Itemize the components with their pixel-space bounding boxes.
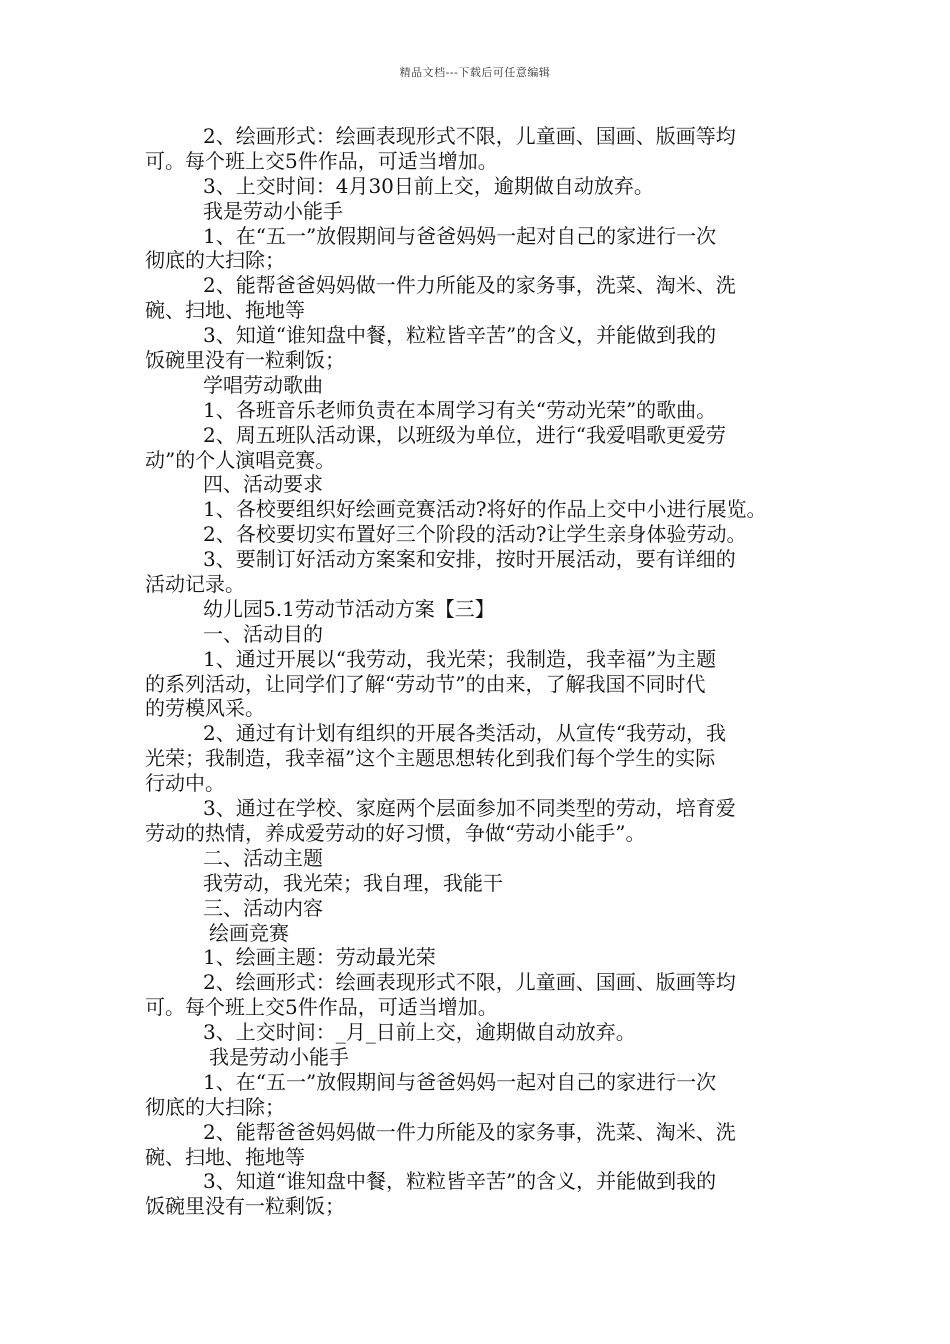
text-line: 1、各班音乐老师负责在本周学习有关“劳动光荣”的歌曲。 xyxy=(203,397,717,422)
text-line: 可。每个班上交5件作品，可适当增加。 xyxy=(145,995,498,1020)
text-line: 动”的个人演唱竞赛。 xyxy=(145,447,336,472)
text-line: 2、绘画形式：绘画表现形式不限，儿童画、国画、版画等均 xyxy=(203,124,736,148)
text-line: 三、活动内容 xyxy=(203,895,323,920)
text-line: 2、通过有计划有组织的开展各类活动，从宣传“我劳动，我 xyxy=(203,721,726,746)
text-line: 2、周五班队活动课，以班级为单位，进行“我爱唱歌更爱劳 xyxy=(203,422,726,447)
text-line: 的劳模风采。 xyxy=(145,696,265,721)
text-line: 3、上交时间：4月30日前上交，逾期做自动放弃。 xyxy=(203,173,654,198)
text-line: 光荣；我制造，我幸福”这个主题思想转化到我们每个学生的实际 xyxy=(145,746,716,771)
text-line: 2、能帮爸爸妈妈做一件力所能及的家务事，洗菜、淘米、洗 xyxy=(203,273,736,298)
text-line: 可。每个班上交5件作品，可适当增加。 xyxy=(145,148,498,173)
text-line: 3、知道“谁知盘中餐，粒粒皆辛苦”的含义，并能做到我的 xyxy=(203,1169,717,1194)
text-line: 我劳动，我光荣；我自理，我能干 xyxy=(203,870,503,895)
document-body xyxy=(145,124,810,1219)
text-line: 二、活动主题 xyxy=(203,845,323,870)
text-line: 2、能帮爸爸妈妈做一件力所能及的家务事，洗菜、淘米、洗 xyxy=(203,1119,736,1144)
text-line: 绘画竞赛 xyxy=(209,920,289,945)
text-line: 3、要制订好活动方案案和安排，按时开展活动，要有详细的 xyxy=(203,547,736,572)
text-line: 幼儿园5.1劳动节活动方案【三】 xyxy=(203,596,495,621)
text-line: 1、通过开展以“我劳动，我光荣；我制造，我幸福”为主题 xyxy=(203,646,717,671)
text-line: 劳动的热情，养成爱劳动的好习惯，争做“劳动小能手”。 xyxy=(145,820,646,845)
text-line: 我是劳动小能手 xyxy=(203,198,343,223)
text-line: 1、在“五一”放假期间与爸爸妈妈一起对自己的家进行一次 xyxy=(203,1069,717,1094)
text-line: 彻底的大扫除； xyxy=(145,1094,285,1119)
text-line: 3、上交时间：_月_日前上交，逾期做自动放弃。 xyxy=(203,1020,636,1045)
text-line: 行动中。 xyxy=(145,771,225,796)
text-line: 碗、扫地、拖地等 xyxy=(145,1144,305,1169)
text-line: 2、各校要切实布置好三个阶段的活动?让学生亲身体验劳动。 xyxy=(203,522,747,547)
text-line: 一、活动目的 xyxy=(203,621,323,646)
text-line: 彻底的大扫除； xyxy=(145,248,285,273)
text-line: 2、绘画形式：绘画表现形式不限，儿童画、国画、版画等均 xyxy=(203,970,736,995)
text-line: 活动记录。 xyxy=(145,572,245,597)
text-line: 学唱劳动歌曲 xyxy=(203,372,323,397)
text-line: 饭碗里没有一粒剩饭； xyxy=(145,1194,345,1219)
text-line: 碗、扫地、拖地等 xyxy=(145,298,305,323)
text-line: 3、通过在学校、家庭两个层面参加不同类型的劳动，培育爱 xyxy=(203,796,736,821)
text-line: 1、绘画主题：劳动最光荣 xyxy=(203,945,436,970)
text-line: 四、活动要求 xyxy=(203,472,323,497)
text-line: 3、知道“谁知盘中餐，粒粒皆辛苦”的含义，并能做到我的 xyxy=(203,323,717,348)
text-line: 的系列活动，让同学们了解“劳动节”的由来，了解我国不同时代 xyxy=(145,671,706,696)
page-header: 精品文档---下载后可任意编辑 xyxy=(399,66,551,79)
text-line: 饭碗里没有一粒剩饭； xyxy=(145,348,345,373)
text-line: 我是劳动小能手 xyxy=(209,1044,349,1069)
text-line: 1、在“五一”放假期间与爸爸妈妈一起对自己的家进行一次 xyxy=(203,223,717,248)
text-line: 1、各校要组织好绘画竞赛活动?将好的作品上交中小进行展览。 xyxy=(203,497,767,522)
